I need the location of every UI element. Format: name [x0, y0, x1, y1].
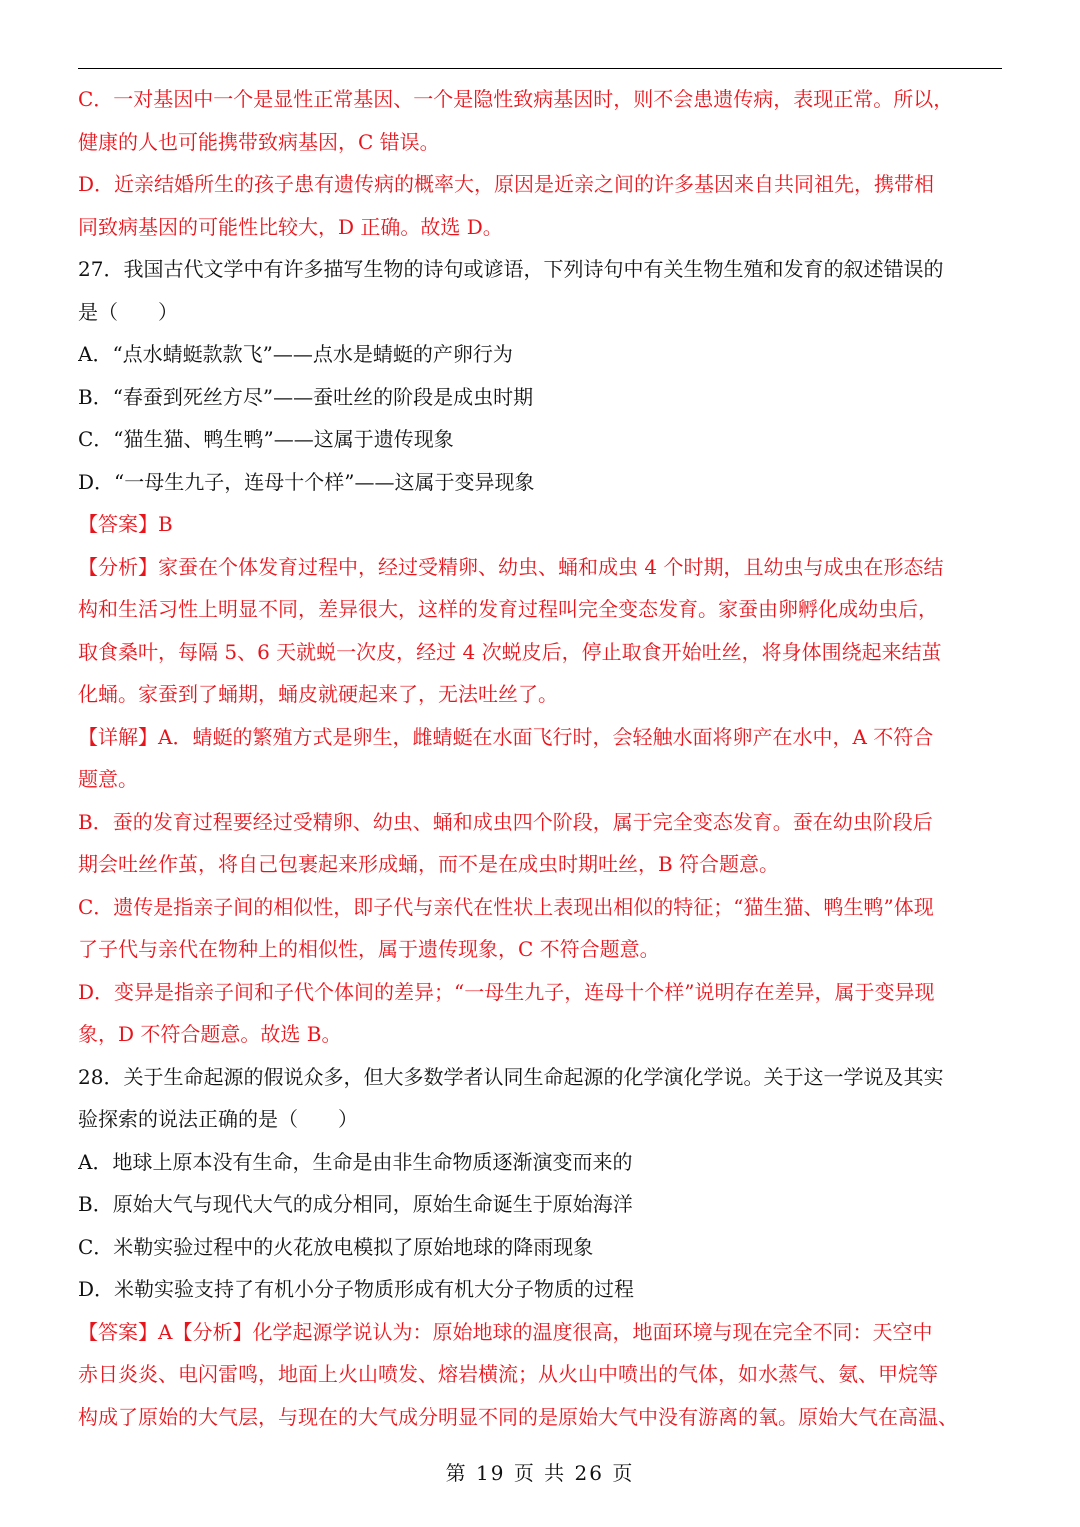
- question-27-stem: 是（ ）: [78, 299, 178, 324]
- question-27-option-d: D．“一母生九子，连母十个样”——这属于变异现象: [78, 469, 535, 494]
- explanation-line: B．蚕的发育过程要经过受精卵、幼虫、蛹和成虫四个阶段，属于完全变态发育。蚕在幼虫阶段后: [78, 809, 933, 834]
- explanation-line: 题意。: [78, 767, 138, 791]
- question-28-stem: 28．关于生命起源的假说众多，但大多数学者认同生命起源的化学演化学说。关于这一学说及其实: [78, 1064, 944, 1089]
- analysis-line: 【分析】家蚕在个体发育过程中，经过受精卵、幼虫、蛹和成虫 4 个时期，且幼虫与成虫在形态结: [78, 554, 944, 579]
- question-27-option-a: A．“点水蜻蜓款款飞”——点水是蜻蜓的产卵行为: [78, 342, 513, 366]
- answer-analysis-line: 赤日炎炎、电闪雷鸣，地面上火山喷发、熔岩横流；从火山中喷出的气体，如水蒸气、氨、甲烷等: [78, 1362, 938, 1386]
- text-line: D．近亲结婚所生的孩子患有遗传病的概率大，原因是近亲之间的许多基因来自共同祖先，携带相: [78, 172, 935, 196]
- text-line: C．一对基因中一个是显性正常基因、一个是隐性致病基因时，则不会患遗传病，表现正常。所以，: [78, 87, 954, 111]
- analysis-line: 构和生活习性上明显不同，差异很大，这样的发育过程叫完全变态发育。家蚕由卵孵化成幼虫后，: [78, 597, 938, 621]
- question-28-option-b: B．原始大气与现代大气的成分相同，原始生命诞生于原始海洋: [78, 1192, 633, 1216]
- analysis-line: 取食桑叶，每隔 5、6 天就蜕一次皮，经过 4 次蜕皮后，停止取食开始吐丝，将身体围绕起来结茧: [78, 639, 942, 664]
- question-27-option-b: B．“春蚕到死丝方尽”——蚕吐丝的阶段是成虫时期: [78, 384, 534, 409]
- answer-line: 【答案】B: [78, 512, 173, 536]
- explanation-line: 象，D 不符合题意。故选 B。: [78, 1022, 342, 1046]
- explanation-line: 期会吐丝作茧，将自己包裹起来形成蛹，而不是在成虫时期吐丝，B 符合题意。: [78, 852, 780, 876]
- text-line: 健康的人也可能携带致病基因，C 错误。: [78, 129, 440, 154]
- explanation-line: 【详解】A．蜻蜓的繁殖方式是卵生，雌蜻蜓在水面飞行时，会轻触水面将卵产在水中，A 不符合: [78, 724, 934, 749]
- question-28-option-c: C．米勒实验过程中的火花放电模拟了原始地球的降雨现象: [78, 1234, 594, 1259]
- header-rule: [78, 68, 1002, 69]
- text-line: 同致病基因的可能性比较大，D 正确。故选 D。: [78, 214, 503, 239]
- analysis-line: 化蛹。家蚕到了蛹期，蛹皮就硬起来了，无法吐丝了。: [78, 682, 558, 706]
- explanation-line: C．遗传是指亲子间的相似性，即子代与亲代在性状上表现出相似的特征；“猫生猫、鸭生鸭”体现: [78, 894, 934, 919]
- question-27-stem: 27．我国古代文学中有许多描写生物的诗句或谚语，下列诗句中有关生物生殖和发育的叙述错误的: [78, 257, 944, 281]
- answer-analysis-line: 构成了原始的大气层，与现在的大气成分明显不同的是原始大气中没有游离的氧。原始大气在高温、: [78, 1404, 958, 1429]
- page-number-footer: 第 19 页 共 26 页: [445, 1461, 635, 1485]
- question-28-option-d: D．米勒实验支持了有机小分子物质形成有机大分子物质的过程: [78, 1277, 635, 1301]
- question-28-stem: 验探索的说法正确的是（ ）: [78, 1107, 358, 1131]
- explanation-line: 了子代与亲代在物种上的相似性，属于遗传现象，C 不符合题意。: [78, 937, 660, 961]
- page-content: [78, 78, 1002, 1438]
- answer-analysis-line: 【答案】A【分析】化学起源学说认为：原始地球的温度很高，地面环境与现在完全不同：天空中: [78, 1319, 933, 1344]
- question-28-option-a: A．地球上原本没有生命，生命是由非生命物质逐渐演变而来的: [78, 1149, 633, 1174]
- question-27-option-c: C．“猫生猫、鸭生鸭”——这属于遗传现象: [78, 427, 454, 451]
- explanation-line: D．变异是指亲子间和子代个体间的差异；“一母生九子，连母十个样”说明存在差异，属于变异现: [78, 979, 935, 1004]
